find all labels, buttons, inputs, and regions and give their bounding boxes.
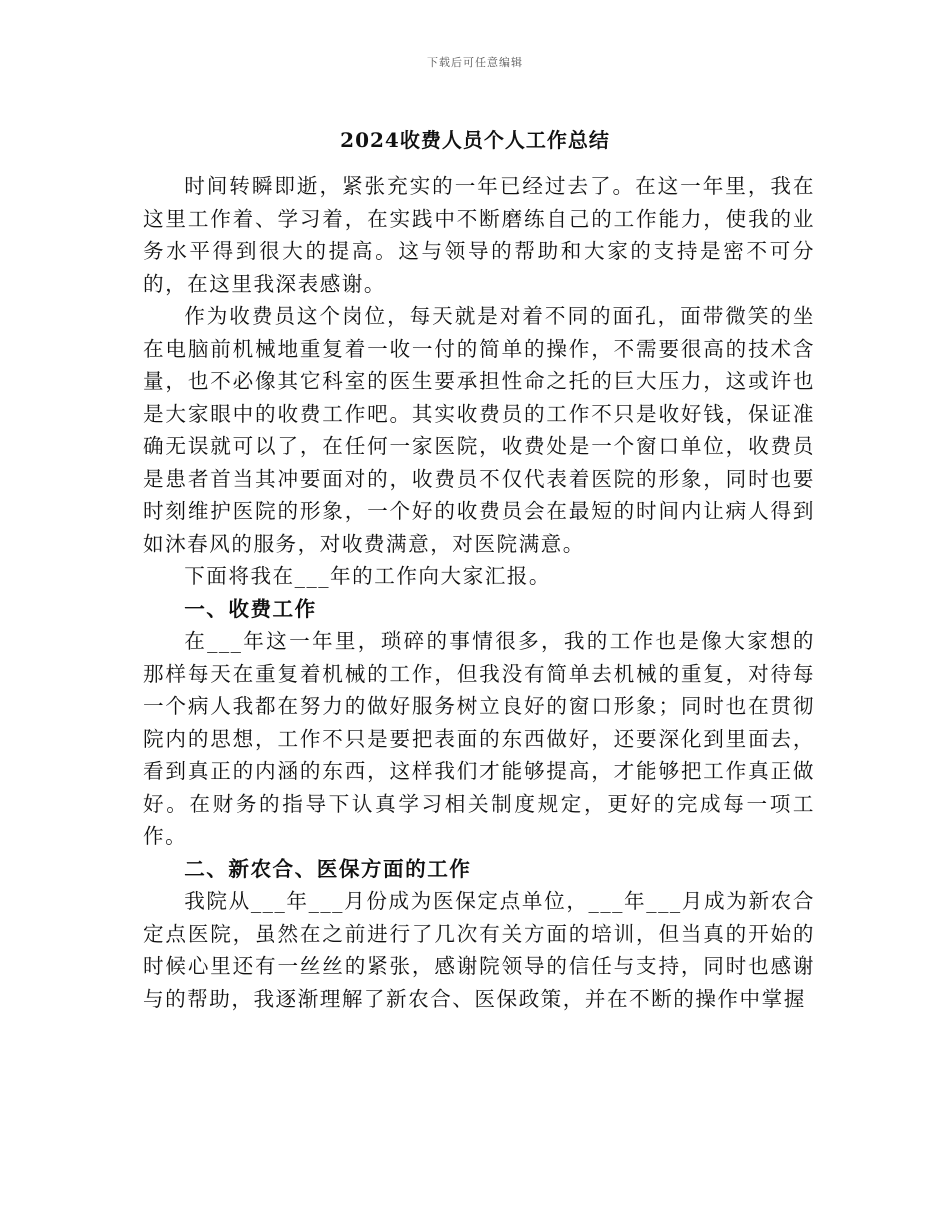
section-heading-fees: 一、收费工作 [184, 596, 317, 621]
paragraph-intro: 时间转瞬即逝，紧张充实的一年已经过去了。在这一年里，我在这里工作着、学习着，在实践中不断磨练自己的工作能力，使我的业务水平得到很大的提高。这与领导的帮助和大家的支持是密不可分的，在这里我深表感谢。 [143, 174, 815, 296]
document-title: 2024收费人员个人工作总结 [340, 128, 610, 152]
paragraph-insurance: 我院从___年___月份成为医保定点单位，___年___月成为新农合定点医院，虽然在之前进行了几次有关方面的培训，但当真的开始的时候心里还有一丝丝的紧张，感谢院领导的信任与支持，同时也感谢与的帮助，我逐渐理解了新农合、医保政策，并在不断的操作中掌握 [143, 889, 815, 1011]
section-heading-insurance: 二、新农合、医保方面的工作 [184, 856, 472, 881]
paragraph-role: 作为收费员这个岗位，每天就是对着不同的面孔，面带微笑的坐在电脑前机械地重复着一收一付的简单的操作，不需要很高的技术含量，也不必像其它科室的医生要承担性命之托的巨大压力，这或许也是大家眼中的收费工作吧。其实收费员的工作不只是收好钱，保证准确无误就可以了，在任何一家医院，收费处是一个窗口单位，收费员是患者首当其冲要面对的，收费员不仅代表着医院的形象，同时也要时刻维护医院的形象，一个好的收费员会在最短的时间内让病人得到如沐春风的服务，对收费满意，对医院满意。 [143, 304, 815, 556]
paragraph-fees: 在___年这一年里，琐碎的事情很多，我的工作也是像大家想的那样每天在重复着机械的工作，但我没有简单去机械的重复，对待每一个病人我都在努力的做好服务树立良好的窗口形象；同时也在贯彻院内的思想，工作不只是要把表面的东西做好，还要深化到里面去，看到真正的内涵的东西，这样我们才能够提高，才能够把工作真正做好。在财务的指导下认真学习相关制度规定，更好的完成每一项工作。 [143, 629, 815, 848]
paragraph-report-lead: 下面将我在___年的工作向大家汇报。 [184, 564, 551, 588]
document-body [143, 170, 815, 1015]
header-note: 下载后可任意编辑 [427, 56, 523, 69]
